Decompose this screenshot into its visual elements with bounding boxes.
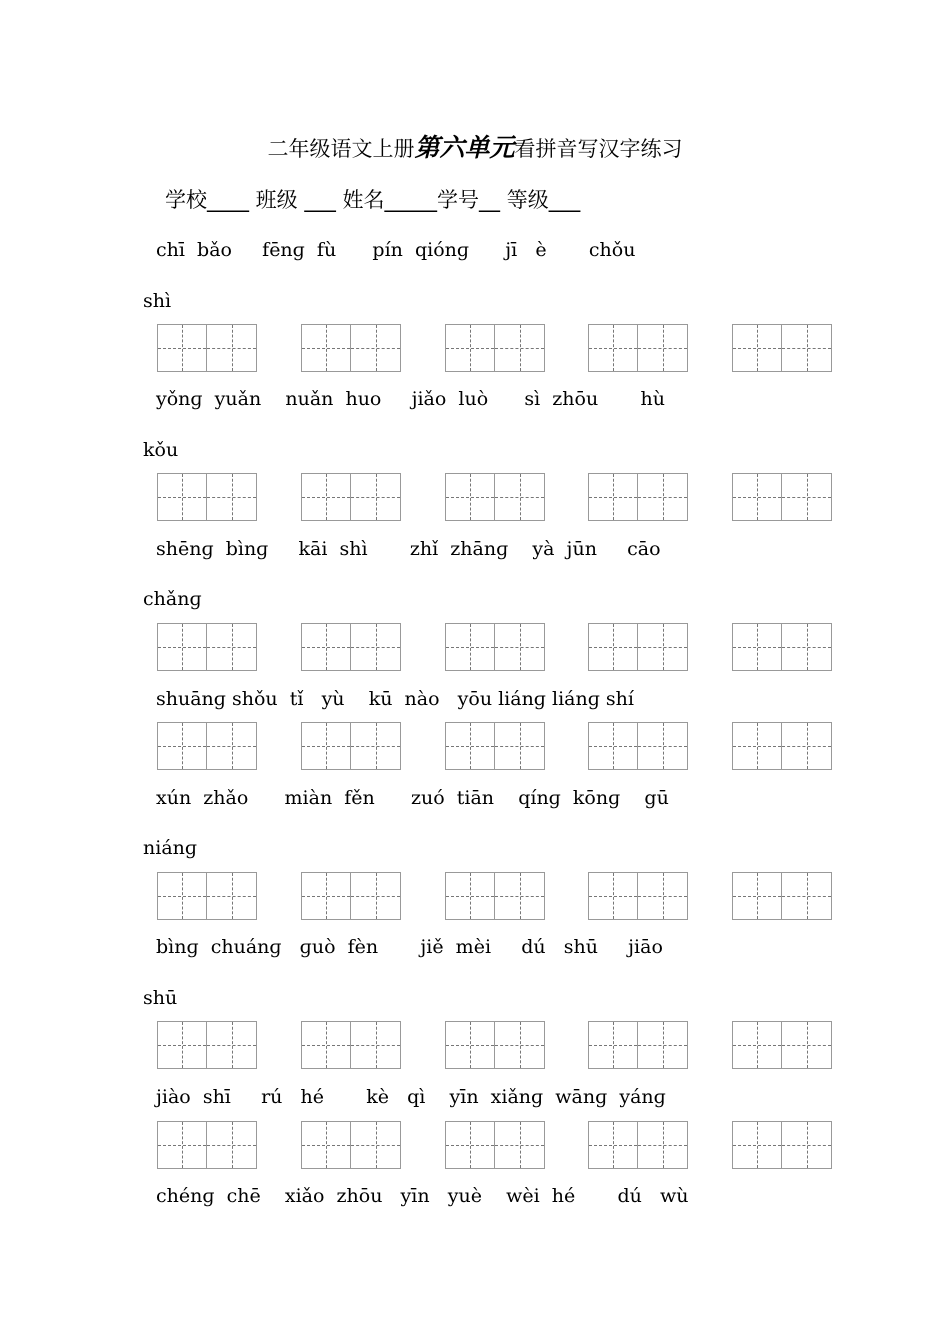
writing-grid-cell[interactable] bbox=[733, 325, 782, 371]
grid-guide-horizontal bbox=[446, 1145, 494, 1146]
grid-guide-horizontal bbox=[158, 896, 206, 897]
grid-guide-horizontal bbox=[302, 348, 350, 349]
writing-grid-cell[interactable] bbox=[207, 1122, 256, 1168]
grid-guide-horizontal bbox=[589, 896, 637, 897]
pinyin-row-continuation: shì bbox=[143, 290, 172, 312]
writing-grid-cell[interactable] bbox=[733, 624, 782, 670]
writing-grid-box[interactable] bbox=[588, 623, 688, 671]
writing-grid-cell[interactable] bbox=[158, 474, 207, 520]
writing-grid-cell[interactable] bbox=[207, 723, 256, 769]
grid-guide-horizontal bbox=[351, 746, 400, 747]
writing-grid-box[interactable] bbox=[732, 872, 832, 920]
writing-grid-cell[interactable] bbox=[351, 325, 400, 371]
grid-guide-horizontal bbox=[351, 1045, 400, 1046]
grid-guide-horizontal bbox=[446, 896, 494, 897]
writing-grid-box[interactable] bbox=[445, 722, 545, 770]
writing-grid-cell[interactable] bbox=[495, 723, 544, 769]
grid-guide-horizontal bbox=[158, 1145, 206, 1146]
grid-guide-horizontal bbox=[207, 348, 256, 349]
writing-grid-box[interactable] bbox=[301, 324, 401, 372]
grid-guide-horizontal bbox=[302, 1045, 350, 1046]
writing-grid-cell[interactable] bbox=[351, 723, 400, 769]
writing-grid-cell[interactable] bbox=[638, 1022, 687, 1068]
writing-grid-cell[interactable] bbox=[495, 1122, 544, 1168]
writing-grid-cell[interactable] bbox=[589, 873, 638, 919]
writing-grid-box[interactable] bbox=[445, 623, 545, 671]
grid-guide-horizontal bbox=[589, 746, 637, 747]
writing-grid-cell[interactable] bbox=[638, 474, 687, 520]
pinyin-row: xún zhǎo miàn fěn zuó tiān qínɡ kōnɡ gū bbox=[156, 787, 669, 809]
grid-guide-horizontal bbox=[351, 1145, 400, 1146]
pinyin-row: shuānɡ shǒu tǐ yù kū nào yōu liánɡ liánɡ shí bbox=[156, 688, 634, 710]
writing-grid-cell[interactable] bbox=[589, 1022, 638, 1068]
student-info-line: 学校____ 班级 ___ 姓名_____学号__ 等级___ bbox=[165, 188, 581, 212]
writing-grid-box[interactable] bbox=[732, 473, 832, 521]
writing-grid-cell[interactable] bbox=[158, 624, 207, 670]
writing-grid-cell[interactable] bbox=[782, 1122, 831, 1168]
writing-grid-box[interactable] bbox=[588, 1121, 688, 1169]
writing-grid-box[interactable] bbox=[301, 1021, 401, 1069]
grid-guide-horizontal bbox=[589, 647, 637, 648]
writing-grid-cell[interactable] bbox=[495, 873, 544, 919]
writing-grid-cell[interactable] bbox=[589, 1122, 638, 1168]
grid-guide-horizontal bbox=[207, 1145, 256, 1146]
grid-guide-horizontal bbox=[782, 896, 831, 897]
writing-grid-cell[interactable] bbox=[638, 723, 687, 769]
grid-guide-horizontal bbox=[158, 746, 206, 747]
writing-grid-cell[interactable] bbox=[495, 1022, 544, 1068]
writing-grid-cell[interactable] bbox=[158, 723, 207, 769]
writing-grid-cell[interactable] bbox=[351, 624, 400, 670]
writing-grid-cell[interactable] bbox=[158, 325, 207, 371]
writing-grid-cell[interactable] bbox=[589, 325, 638, 371]
grid-guide-horizontal bbox=[638, 348, 687, 349]
grid-guide-horizontal bbox=[638, 1045, 687, 1046]
writing-grid-cell[interactable] bbox=[207, 624, 256, 670]
writing-grid-cell[interactable] bbox=[782, 723, 831, 769]
grid-guide-horizontal bbox=[158, 647, 206, 648]
pinyin-row: chī bǎo fēnɡ fù pín qiónɡ jī è chǒu bbox=[156, 239, 636, 261]
pinyin-row-continuation: chǎnɡ bbox=[143, 588, 202, 610]
grid-guide-horizontal bbox=[638, 497, 687, 498]
writing-grid-cell[interactable] bbox=[446, 474, 495, 520]
grid-guide-horizontal bbox=[733, 746, 781, 747]
pinyin-row-continuation: kǒu bbox=[143, 439, 179, 461]
writing-grid-box[interactable] bbox=[157, 722, 257, 770]
grid-guide-horizontal bbox=[589, 348, 637, 349]
writing-grid-cell[interactable] bbox=[302, 325, 351, 371]
writing-grid-box[interactable] bbox=[157, 1021, 257, 1069]
writing-grid-cell[interactable] bbox=[351, 873, 400, 919]
grid-guide-horizontal bbox=[495, 348, 544, 349]
writing-grid-cell[interactable] bbox=[207, 325, 256, 371]
writing-grid-cell[interactable] bbox=[495, 624, 544, 670]
grid-guide-horizontal bbox=[733, 896, 781, 897]
writing-grid-cell[interactable] bbox=[446, 723, 495, 769]
writing-grid-box[interactable] bbox=[157, 473, 257, 521]
grid-guide-horizontal bbox=[302, 497, 350, 498]
writing-grid-cell[interactable] bbox=[207, 873, 256, 919]
writing-grid-cell[interactable] bbox=[495, 325, 544, 371]
title-prefix: 二年级语文上册 bbox=[267, 137, 415, 161]
grid-guide-horizontal bbox=[495, 746, 544, 747]
grid-guide-horizontal bbox=[782, 497, 831, 498]
writing-grid-cell[interactable] bbox=[495, 474, 544, 520]
grid-guide-horizontal bbox=[302, 647, 350, 648]
writing-grid-cell[interactable] bbox=[638, 873, 687, 919]
grid-guide-horizontal bbox=[589, 1045, 637, 1046]
grid-guide-horizontal bbox=[207, 896, 256, 897]
writing-grid-box[interactable] bbox=[157, 324, 257, 372]
writing-grid-box[interactable] bbox=[732, 623, 832, 671]
grid-guide-horizontal bbox=[782, 1045, 831, 1046]
writing-grid-cell[interactable] bbox=[638, 1122, 687, 1168]
writing-grid-cell[interactable] bbox=[446, 1122, 495, 1168]
writing-grid-cell[interactable] bbox=[782, 1022, 831, 1068]
writing-grid-cell[interactable] bbox=[733, 723, 782, 769]
grid-guide-horizontal bbox=[207, 647, 256, 648]
grid-guide-horizontal bbox=[495, 1145, 544, 1146]
writing-grid-cell[interactable] bbox=[733, 474, 782, 520]
writing-grid-box[interactable] bbox=[732, 722, 832, 770]
writing-grid-box[interactable] bbox=[301, 722, 401, 770]
grid-guide-horizontal bbox=[158, 1045, 206, 1046]
writing-grid-cell[interactable] bbox=[158, 873, 207, 919]
grid-guide-horizontal bbox=[351, 497, 400, 498]
writing-grid-box[interactable] bbox=[588, 722, 688, 770]
writing-grid-box[interactable] bbox=[445, 1021, 545, 1069]
writing-grid-cell[interactable] bbox=[158, 1022, 207, 1068]
grid-guide-horizontal bbox=[207, 746, 256, 747]
grid-guide-horizontal bbox=[638, 1145, 687, 1146]
writing-grid-box[interactable] bbox=[301, 872, 401, 920]
writing-grid-box[interactable] bbox=[588, 324, 688, 372]
writing-grid-box[interactable] bbox=[301, 1121, 401, 1169]
grid-guide-horizontal bbox=[733, 647, 781, 648]
writing-grid-cell[interactable] bbox=[733, 873, 782, 919]
writing-grid-cell[interactable] bbox=[158, 1122, 207, 1168]
pinyin-row-continuation: niánɡ bbox=[143, 837, 198, 859]
writing-grid-cell[interactable] bbox=[351, 1122, 400, 1168]
writing-grid-box[interactable] bbox=[157, 872, 257, 920]
pinyin-row: yǒnɡ yuǎn nuǎn huo jiǎo luò sì zhōu hù bbox=[156, 388, 665, 410]
grid-guide-horizontal bbox=[495, 647, 544, 648]
pinyin-row-continuation: shū bbox=[143, 987, 178, 1009]
writing-grid-cell[interactable] bbox=[589, 723, 638, 769]
writing-grid-box[interactable] bbox=[445, 1121, 545, 1169]
grid-guide-horizontal bbox=[733, 497, 781, 498]
pinyin-row: bìnɡ chuánɡ ɡuò fèn jiě mèi dú shū jiāo bbox=[156, 936, 663, 958]
grid-guide-horizontal bbox=[733, 1045, 781, 1046]
writing-grid-box[interactable] bbox=[588, 872, 688, 920]
grid-guide-horizontal bbox=[351, 896, 400, 897]
writing-grid-cell[interactable] bbox=[446, 1022, 495, 1068]
writing-grid-cell[interactable] bbox=[302, 873, 351, 919]
writing-grid-cell[interactable] bbox=[733, 1122, 782, 1168]
pinyin-row: chénɡ chē xiǎo zhōu yīn yuè wèi hé dú wù bbox=[156, 1185, 689, 1207]
grid-guide-horizontal bbox=[351, 348, 400, 349]
writing-grid-cell[interactable] bbox=[302, 624, 351, 670]
grid-guide-horizontal bbox=[589, 497, 637, 498]
writing-grid-box[interactable] bbox=[445, 473, 545, 521]
grid-guide-horizontal bbox=[158, 497, 206, 498]
grid-guide-horizontal bbox=[446, 497, 494, 498]
grid-guide-horizontal bbox=[638, 647, 687, 648]
pinyin-row: shēnɡ bìnɡ kāi shì zhǐ zhānɡ yà jūn cāo bbox=[156, 538, 661, 560]
page-title bbox=[0, 131, 950, 166]
writing-grid-cell[interactable] bbox=[302, 1022, 351, 1068]
writing-grid-cell[interactable] bbox=[589, 624, 638, 670]
writing-grid-cell[interactable] bbox=[302, 1122, 351, 1168]
pinyin-row: jiào shī rú hé kè qì yīn xiǎnɡ wānɡ yánɡ bbox=[156, 1086, 666, 1108]
grid-guide-horizontal bbox=[733, 348, 781, 349]
grid-guide-horizontal bbox=[207, 497, 256, 498]
writing-grid-box[interactable] bbox=[157, 1121, 257, 1169]
grid-guide-horizontal bbox=[446, 647, 494, 648]
grid-guide-horizontal bbox=[495, 497, 544, 498]
writing-grid-box[interactable] bbox=[445, 324, 545, 372]
writing-grid-cell[interactable] bbox=[782, 474, 831, 520]
grid-guide-horizontal bbox=[446, 1045, 494, 1046]
writing-grid-cell[interactable] bbox=[733, 1022, 782, 1068]
writing-grid-cell[interactable] bbox=[351, 1022, 400, 1068]
writing-grid-cell[interactable] bbox=[589, 474, 638, 520]
grid-guide-horizontal bbox=[446, 348, 494, 349]
writing-grid-cell[interactable] bbox=[782, 873, 831, 919]
grid-guide-horizontal bbox=[302, 896, 350, 897]
writing-grid-box[interactable] bbox=[588, 1021, 688, 1069]
grid-guide-horizontal bbox=[302, 1145, 350, 1146]
writing-grid-cell[interactable] bbox=[302, 474, 351, 520]
writing-grid-cell[interactable] bbox=[351, 474, 400, 520]
writing-grid-box[interactable] bbox=[732, 1021, 832, 1069]
grid-guide-horizontal bbox=[782, 1145, 831, 1146]
grid-guide-horizontal bbox=[782, 348, 831, 349]
grid-guide-horizontal bbox=[207, 1045, 256, 1046]
title-unit: 第六单元 bbox=[414, 133, 515, 162]
writing-grid-cell[interactable] bbox=[446, 325, 495, 371]
writing-grid-box[interactable] bbox=[445, 872, 545, 920]
writing-grid-box[interactable] bbox=[732, 1121, 832, 1169]
writing-grid-box[interactable] bbox=[732, 324, 832, 372]
grid-guide-horizontal bbox=[446, 746, 494, 747]
writing-grid-cell[interactable] bbox=[638, 325, 687, 371]
grid-guide-horizontal bbox=[589, 1145, 637, 1146]
writing-grid-cell[interactable] bbox=[207, 474, 256, 520]
grid-guide-horizontal bbox=[638, 896, 687, 897]
writing-grid-cell[interactable] bbox=[207, 1022, 256, 1068]
writing-grid-cell[interactable] bbox=[782, 624, 831, 670]
writing-grid-box[interactable] bbox=[301, 473, 401, 521]
grid-guide-horizontal bbox=[782, 746, 831, 747]
grid-guide-horizontal bbox=[733, 1145, 781, 1146]
grid-guide-horizontal bbox=[158, 348, 206, 349]
grid-guide-horizontal bbox=[302, 746, 350, 747]
grid-guide-horizontal bbox=[351, 647, 400, 648]
title-suffix: 看拼音写汉字练习 bbox=[514, 137, 683, 161]
writing-grid-cell[interactable] bbox=[302, 723, 351, 769]
writing-grid-box[interactable] bbox=[301, 623, 401, 671]
writing-grid-box[interactable] bbox=[157, 623, 257, 671]
grid-guide-horizontal bbox=[495, 1045, 544, 1046]
writing-grid-cell[interactable] bbox=[782, 325, 831, 371]
grid-guide-horizontal bbox=[782, 647, 831, 648]
writing-grid-cell[interactable] bbox=[638, 624, 687, 670]
grid-guide-horizontal bbox=[638, 746, 687, 747]
writing-grid-cell[interactable] bbox=[446, 873, 495, 919]
writing-grid-box[interactable] bbox=[588, 473, 688, 521]
grid-guide-horizontal bbox=[495, 896, 544, 897]
writing-grid-cell[interactable] bbox=[446, 624, 495, 670]
